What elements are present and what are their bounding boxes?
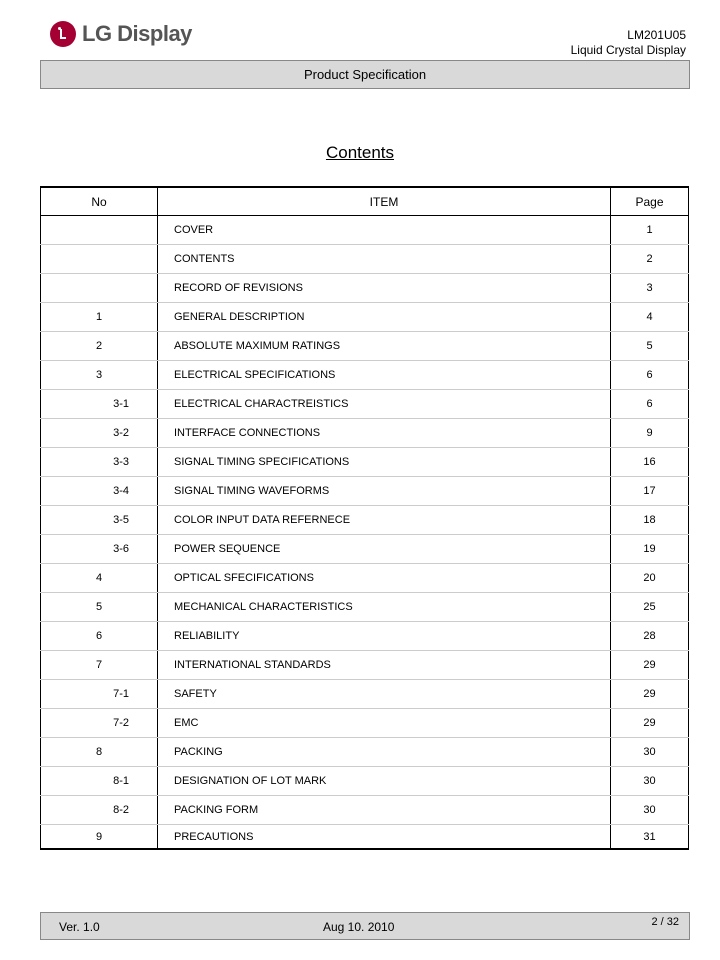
row-no: 3-4: [41, 477, 158, 506]
table-row: [41, 593, 689, 622]
row-page: 3: [611, 274, 689, 303]
table-row: [41, 767, 689, 796]
row-page: 6: [611, 390, 689, 419]
row-page: 30: [611, 767, 689, 796]
row-item: ELECTRICAL CHARACTREISTICS: [158, 390, 611, 419]
row-item: POWER SEQUENCE: [158, 535, 611, 564]
table-row: [41, 796, 689, 825]
row-no: 3-3: [41, 448, 158, 477]
row-page: 2: [611, 245, 689, 274]
row-no: [41, 245, 158, 274]
row-no: 3-2: [41, 419, 158, 448]
row-item: MECHANICAL CHARACTERISTICS: [158, 593, 611, 622]
row-page: 20: [611, 564, 689, 593]
row-page: 28: [611, 622, 689, 651]
row-page: 29: [611, 651, 689, 680]
row-item: SIGNAL TIMING SPECIFICATIONS: [158, 448, 611, 477]
row-item: CONTENTS: [158, 245, 611, 274]
row-no: 7-2: [41, 709, 158, 738]
table-row: [41, 651, 689, 680]
row-item: GENERAL DESCRIPTION: [158, 303, 611, 332]
table-row: [41, 361, 689, 390]
table-row: [41, 216, 689, 245]
table-row: [41, 419, 689, 448]
row-item: INTERNATIONAL STANDARDS: [158, 651, 611, 680]
row-item: RECORD OF REVISIONS: [158, 274, 611, 303]
version: Ver. 1.0: [59, 920, 100, 934]
page-number: 2 / 32: [651, 916, 679, 928]
row-item: OPTICAL SFECIFICATIONS: [158, 564, 611, 593]
row-page: 30: [611, 738, 689, 767]
row-page: 6: [611, 361, 689, 390]
spec-header-bar: [40, 60, 690, 89]
row-item: ELECTRICAL SPECIFICATIONS: [158, 361, 611, 390]
table-row: [41, 709, 689, 738]
row-page: 25: [611, 593, 689, 622]
row-page: 30: [611, 796, 689, 825]
row-page: 31: [611, 825, 689, 850]
table-row: [41, 390, 689, 419]
model-info: [571, 28, 686, 58]
row-no: 1: [41, 303, 158, 332]
lg-display-logo: [50, 18, 192, 50]
date: Aug 10. 2010: [323, 920, 395, 934]
table-row: [41, 332, 689, 361]
row-item: COLOR INPUT DATA REFERNECE: [158, 506, 611, 535]
footer-bar: [40, 912, 690, 940]
table-row: [41, 506, 689, 535]
row-no: 3-1: [41, 390, 158, 419]
table-row: [41, 274, 689, 303]
header-item: ITEM: [158, 187, 611, 216]
row-no: 7-1: [41, 680, 158, 709]
table-row: [41, 738, 689, 767]
model-number: LM201U05: [627, 28, 686, 42]
row-page: 4: [611, 303, 689, 332]
table-row: [41, 825, 689, 850]
logo-text: LG Display: [82, 21, 192, 46]
row-item: COVER: [158, 216, 611, 245]
row-page: 9: [611, 419, 689, 448]
table-row: [41, 535, 689, 564]
table-header-row: [41, 187, 689, 216]
row-item: INTERFACE CONNECTIONS: [158, 419, 611, 448]
row-item: RELIABILITY: [158, 622, 611, 651]
row-no: [41, 216, 158, 245]
row-no: 4: [41, 564, 158, 593]
contents-table: [40, 186, 689, 850]
row-page: 29: [611, 709, 689, 738]
row-item: EMC: [158, 709, 611, 738]
row-page: 5: [611, 332, 689, 361]
row-item: PRECAUTIONS: [158, 825, 611, 850]
row-page: 16: [611, 448, 689, 477]
row-page: 18: [611, 506, 689, 535]
product-type: Liquid Crystal Display: [570, 43, 686, 57]
row-no: [41, 274, 158, 303]
lg-logo-icon: [50, 21, 76, 47]
table-row: [41, 448, 689, 477]
row-item: ABSOLUTE MAXIMUM RATINGS: [158, 332, 611, 361]
row-item: SIGNAL TIMING WAVEFORMS: [158, 477, 611, 506]
row-item: DESIGNATION OF LOT MARK: [158, 767, 611, 796]
page-title: Contents: [325, 143, 395, 162]
row-no: 3-5: [41, 506, 158, 535]
row-no: 3-6: [41, 535, 158, 564]
header-no: No: [41, 187, 158, 216]
row-item: PACKING FORM: [158, 796, 611, 825]
row-no: 8-2: [41, 796, 158, 825]
row-item: PACKING: [158, 738, 611, 767]
row-item: SAFETY: [158, 680, 611, 709]
row-no: 3: [41, 361, 158, 390]
spec-title: Product Specification: [303, 67, 427, 82]
row-page: 19: [611, 535, 689, 564]
row-no: 6: [41, 622, 158, 651]
row-no: 8-1: [41, 767, 158, 796]
row-page: 1: [611, 216, 689, 245]
header-page: Page: [611, 187, 689, 216]
row-no: 8: [41, 738, 158, 767]
table-row: [41, 622, 689, 651]
row-page: 29: [611, 680, 689, 709]
row-no: 7: [41, 651, 158, 680]
table-row: [41, 303, 689, 332]
row-page: 17: [611, 477, 689, 506]
table-row: [41, 564, 689, 593]
table-row: [41, 680, 689, 709]
table-row: [41, 245, 689, 274]
row-no: 9: [41, 825, 158, 850]
row-no: 5: [41, 593, 158, 622]
table-row: [41, 477, 689, 506]
row-no: 2: [41, 332, 158, 361]
